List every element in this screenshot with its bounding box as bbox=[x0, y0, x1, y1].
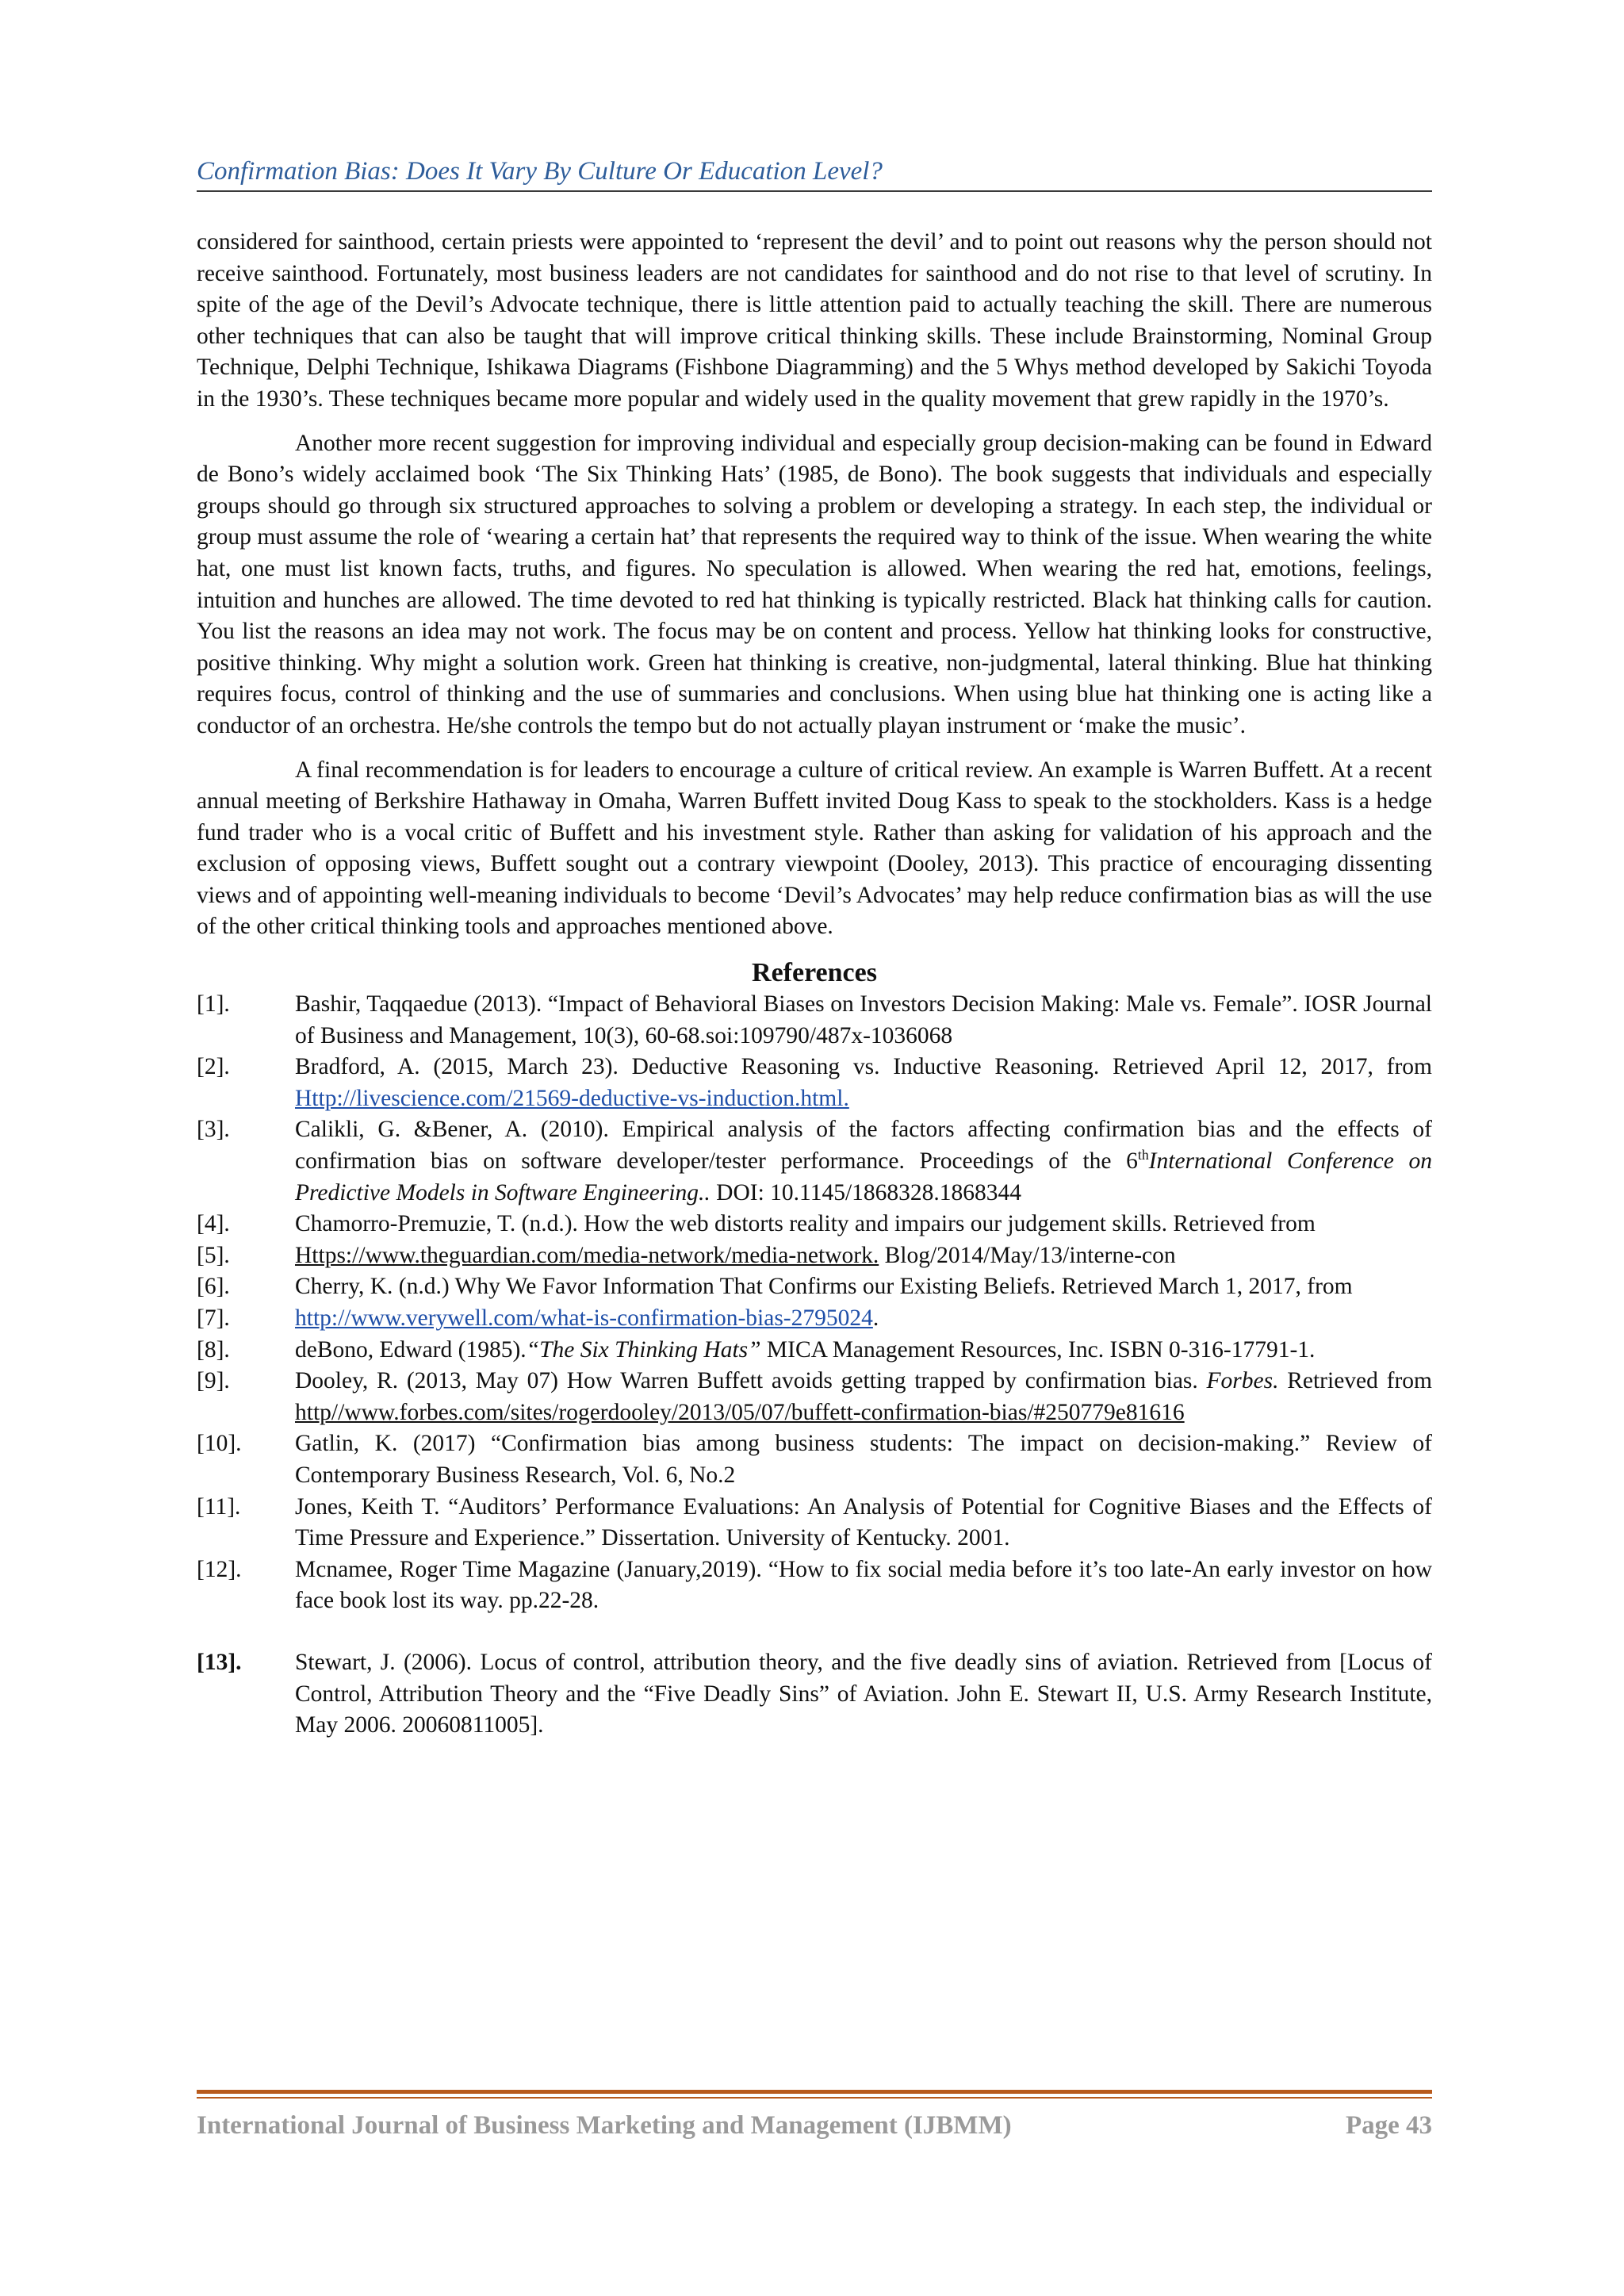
reference-text: Chamorro-Premuzie, T. (n.d.). How the web distorts reality and impairs our judgement skills. Retrieved from bbox=[295, 1211, 1316, 1237]
reference-number: [1]. bbox=[197, 991, 230, 1018]
footer-journal: International Journal of Business Marketing and Management (IJBMM) bbox=[197, 2111, 1012, 2140]
reference-number: [4]. bbox=[197, 1211, 230, 1237]
spacer bbox=[197, 1617, 1432, 1647]
reference-text: Cherry, K. (n.d.) Why We Favor Information That Confirms our Existing Beliefs. Retrieved March 1, 2017, from bbox=[295, 1274, 1353, 1300]
reference-text-part: Blog/2014/May/13/interne-con bbox=[879, 1242, 1176, 1268]
reference-italic: “The Six Thinking Hats” bbox=[526, 1336, 761, 1363]
page-footer bbox=[197, 2110, 1432, 2141]
reference-text-part: MICA Management Resources, Inc. ISBN 0-316-17791-1. bbox=[760, 1336, 1316, 1363]
reference-text bbox=[295, 1366, 1432, 1428]
reference-text: Stewart, J. (2006). Locus of control, attribution theory, and the five deadly sins of aviation. Retrieved from [Locus of Control, Attribution Theory and the “Five Deadly Sins” of Aviation. John E. Stewart II, U.S. Army Research Institute, May 2006. 20060811005]. bbox=[295, 1649, 1432, 1738]
reference-text: Mcnamee, Roger Time Magazine (January,2019). “How to fix social media before it’s too late-An early investor on how face book lost its way. pp.22-28. bbox=[295, 1556, 1432, 1614]
reference-item bbox=[197, 1303, 1432, 1335]
page-number: Page 43 bbox=[1345, 2111, 1432, 2140]
reference-item bbox=[197, 1492, 1432, 1554]
reference-number: [13]. bbox=[197, 1649, 242, 1675]
superscript: th bbox=[1137, 1147, 1149, 1163]
reference-text bbox=[295, 1303, 1432, 1335]
reference-text: Jones, Keith T. “Auditors’ Performance Evaluations: An Analysis of Potential for Cognitive Biases and the Effects of Time Pressure and Experience.” Dissertation. University of Kentucky. 2001. bbox=[295, 1493, 1432, 1551]
reference-number: [3]. bbox=[197, 1117, 230, 1143]
reference-item bbox=[197, 1366, 1432, 1428]
reference-number: [8]. bbox=[197, 1336, 230, 1363]
running-header bbox=[197, 155, 1432, 192]
reference-item bbox=[197, 1428, 1432, 1491]
reference-text: Gatlin, K. (2017) “Confirmation bias among business students: The impact on decision-making.” Review of Contemporary Business Research, Vol. 6, No.2 bbox=[295, 1431, 1432, 1488]
paragraph-3: A final recommendation is for leaders to encourage a culture of critical review. An example is Warren Buffett. At a recent annual meeting of Berkshire Hathaway in Omaha, Warren Buffett invited Doug Kass to speak to the stockholders. Kass is a hedge fund trader who is a vocal critic of Buffett and his investment style. Rather than asking for validation of his approach and the exclusion of opposing views, Buffett sought out a contrary viewpoint (Dooley, 2013). This practice of encouraging dissenting views and of appointing well-meaning individuals to become ‘Devil’s Advocates’ may help reduce confirmation bias as will the use of the other critical thinking tools and approaches mentioned above. bbox=[197, 757, 1432, 940]
reference-number: [7]. bbox=[197, 1305, 230, 1331]
reference-text-part: DOI: 10.1145/1868328.1868344 bbox=[710, 1179, 1022, 1205]
reference-link[interactable]: http//www.forbes.com/sites/rogerdooley/2013/05/07/buffett-confirmation-bias/#250779e81616 bbox=[295, 1399, 1185, 1425]
reference-text-part: deBono, Edward (1985). bbox=[295, 1336, 527, 1363]
reference-link[interactable]: http://www.verywell.com/what-is-confirmation-bias-2795024 bbox=[295, 1305, 873, 1331]
reference-text bbox=[295, 1114, 1432, 1209]
reference-item bbox=[197, 1647, 1432, 1742]
reference-number: [6]. bbox=[197, 1274, 230, 1300]
reference-link[interactable]: Https://www.theguardian.com/media-network/media-network. bbox=[295, 1242, 879, 1268]
reference-italic: International Conference on Predictive Models in Software Engineering.. bbox=[295, 1148, 1432, 1205]
reference-item bbox=[197, 1271, 1432, 1303]
paragraph-1: considered for sainthood, certain priests were appointed to ‘represent the devil’ and to point out reasons why the person should not receive sainthood. Fortunately, most business leaders are not candidates for sainthood and do not rise to that level of scrutiny. In spite of the age of the Devil’s Advocate technique, there is little attention paid to actually teaching the skill. There are numerous other techniques that can also be taught that will improve critical thinking skills. These include Brainstorming, Nominal Group Technique, Delphi Technique, Ishikawa Diagrams (Fishbone Diagramming) and the 5 Whys method developed by Sakichi Toyoda in the 1930’s. These techniques became more popular and widely used in the quality movement that grew rapidly in the 1970’s. bbox=[197, 229, 1432, 412]
reference-item bbox=[197, 1114, 1432, 1209]
footer-rule-thin bbox=[197, 2097, 1432, 2099]
footer-rule bbox=[197, 2090, 1432, 2094]
reference-text-part: Retrieved from bbox=[1278, 1368, 1432, 1394]
reference-text bbox=[295, 1052, 1432, 1114]
reference-text: Bashir, Taqqaedue (2013). “Impact of Behavioral Biases on Investors Decision Making: Male vs. Female”. IOSR Journal of Business and Management, 10(3), 60-68.soi:109790/487x-1036068 bbox=[295, 991, 1432, 1048]
paragraph-2: Another more recent suggestion for improving individual and especially group decision-making can be found in Edward de Bono’s widely acclaimed book ‘The Six Thinking Hats’ (1985, de Bono). The book suggests that individuals and especially groups should go through six structured approaches to solving a problem or developing a strategy. In each step, the individual or group must assume the role of ‘wearing a certain hat’ that represents the required way to think of the issue. When wearing the white hat, one must list known facts, truths, and figures. No speculation is allowed. When wearing the red hat, emotions, feelings, intuition and hunches are allowed. The time devoted to red hat thinking is typically restricted. Black hat thinking calls for caution. You list the reasons an idea may not work. The focus may be on content and process. Yellow hat thinking looks for constructive, positive thinking. Why might a solution work. Green hat thinking is creative, non-judgmental, lateral thinking. Blue hat thinking requires focus, control of thinking and the use of summaries and conclusions. When using blue hat thinking one is acting like a conductor of an orchestra. He/she controls the tempo but do not actually playan instrument or ‘make the music’. bbox=[197, 430, 1432, 738]
reference-text-part: Calikli, G. &Bener, A. (2010). Empirical analysis of the factors affecting confirmation bias and the effects of confirmation bias on software developer/tester performance. Proceedings of the 6 bbox=[295, 1117, 1432, 1175]
reference-number: [10]. bbox=[197, 1431, 242, 1457]
reference-text-part: . bbox=[872, 1305, 879, 1331]
references-heading: References bbox=[752, 958, 877, 988]
reference-text-part: Dooley, R. (2013, May 07) How Warren Buffett avoids getting trapped by confirmation bias. bbox=[295, 1368, 1207, 1394]
header-title: Confirmation Bias: Does It Vary By Culture Or Education Level? bbox=[197, 157, 883, 186]
reference-number: [11]. bbox=[197, 1493, 241, 1520]
reference-text-part: Bradford, A. (2015, March 23). Deductive Reasoning vs. Inductive Reasoning. Retrieved April 12, 2017, from bbox=[295, 1054, 1432, 1080]
reference-italic: Forbes. bbox=[1206, 1368, 1279, 1394]
page-body bbox=[197, 227, 1432, 1742]
reference-number: [12]. bbox=[197, 1556, 242, 1582]
reference-item bbox=[197, 1554, 1432, 1617]
reference-number: [9]. bbox=[197, 1368, 230, 1394]
reference-text bbox=[295, 1240, 1432, 1272]
reference-number: [2]. bbox=[197, 1054, 230, 1080]
reference-item bbox=[197, 1209, 1432, 1240]
reference-item bbox=[197, 989, 1432, 1052]
reference-item bbox=[197, 1335, 1432, 1366]
reference-item bbox=[197, 1240, 1432, 1272]
reference-link[interactable]: Http://livescience.com/21569-deductive-vs-induction.html. bbox=[295, 1085, 849, 1111]
reference-item bbox=[197, 1052, 1432, 1114]
reference-number: [5]. bbox=[197, 1242, 230, 1268]
reference-text bbox=[295, 1335, 1432, 1366]
